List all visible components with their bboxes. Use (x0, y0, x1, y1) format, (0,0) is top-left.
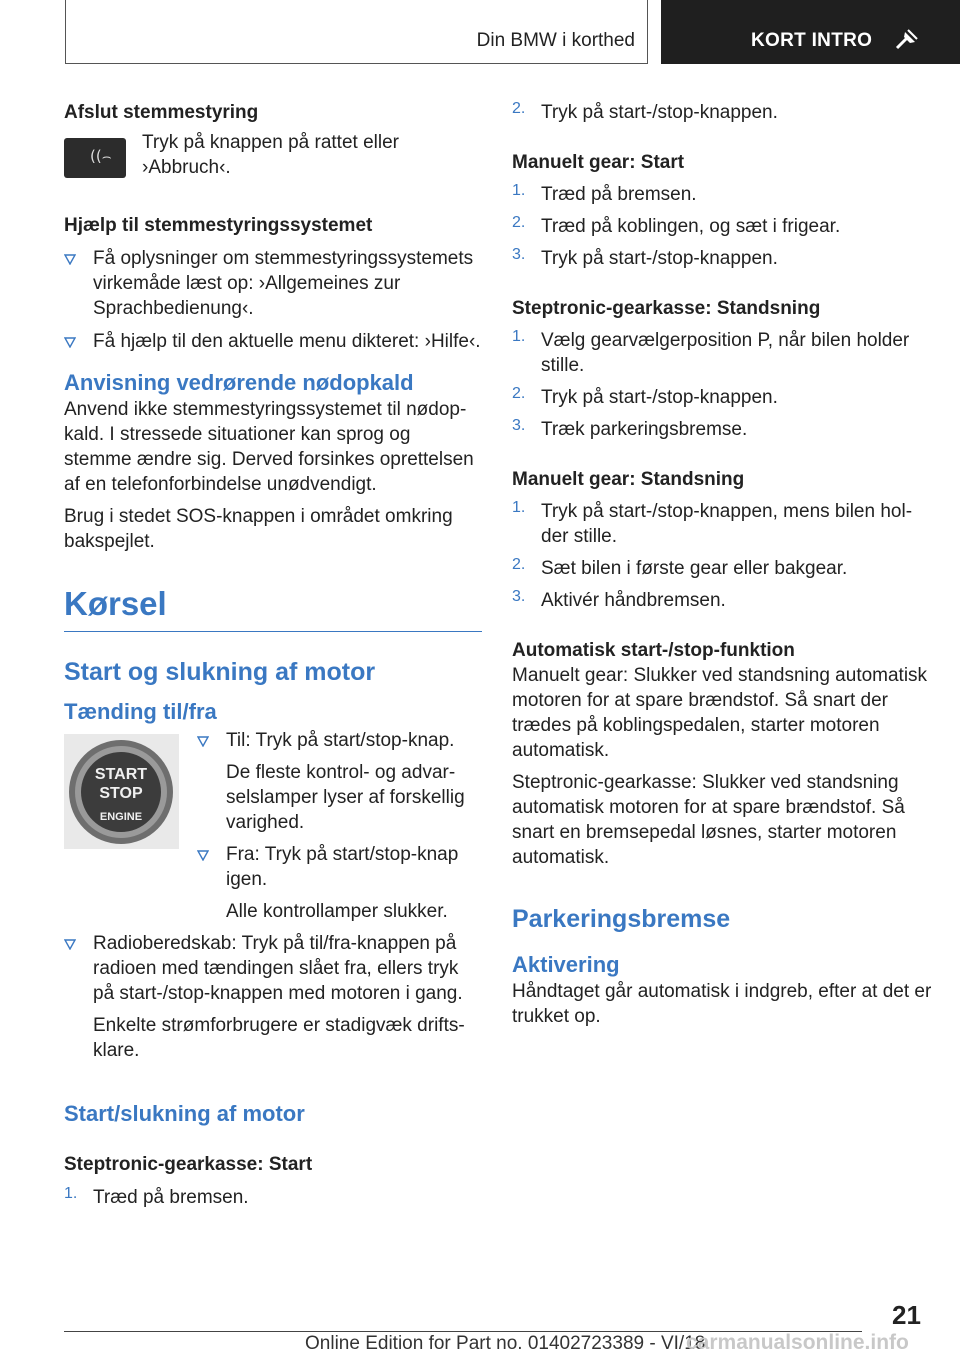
list-item (512, 214, 932, 239)
step-number: 2. (512, 100, 526, 117)
list-item (512, 556, 932, 581)
triangle-bullet-icon (197, 736, 209, 747)
step-number: 1. (512, 499, 526, 516)
aktivering-text: Håndtaget går automatisk i indgreb, efter at det er trukket op. (512, 981, 932, 1027)
aktivering-heading: Aktivering (512, 952, 620, 977)
list-item (512, 417, 932, 442)
step-text: Sæt bilen i første gear eller bakgear. (541, 558, 848, 579)
chapter-rule (64, 631, 482, 632)
header-tab-label: KORT INTRO (751, 30, 873, 51)
step-number: 3. (512, 417, 526, 434)
step-text: Træd på koblingen, og sæt i frigear. (541, 216, 841, 237)
page-number: 21 (892, 1300, 921, 1330)
parkering-heading: Parkeringsbremse (512, 905, 731, 933)
pointer-icon (893, 28, 919, 52)
list-item (512, 588, 932, 613)
stept-stand-list (512, 328, 932, 442)
step-number: 1. (64, 1185, 78, 1202)
manuelt-stand-heading: Manuelt gear: Standsning (512, 469, 745, 490)
header-section-title: Din BMW i korthed (476, 30, 635, 51)
nodopkald-text-2: Brug i stedet SOS-knappen i området omkring bakspejlet. (64, 506, 453, 552)
afslut-heading: Afslut stemmestyring (64, 102, 259, 123)
stop-label: STOP (99, 785, 143, 802)
start-heading: Start og slukning af motor (64, 658, 376, 686)
triangle-bullet-icon (64, 337, 76, 348)
afslut-row (64, 132, 482, 180)
list-item (512, 328, 932, 378)
step-text: Træd på bremsen. (93, 1187, 249, 1208)
list-item (64, 931, 482, 1063)
taending-row (64, 730, 482, 924)
taending-list-top (197, 728, 482, 924)
voice-button-image (64, 138, 126, 178)
taending-bullet-sub: Alle kontrollamper slukker. (226, 901, 448, 922)
step-text: Træd på bremsen. (541, 184, 697, 205)
auto-heading: Automatisk start-/stop-funktion (512, 640, 795, 661)
header-section-box (65, 0, 648, 64)
step-text: Træk parkeringsbremse. (541, 419, 748, 440)
list-item (64, 329, 482, 354)
watermark: carmanualsonline.info (686, 1331, 909, 1354)
taending-bullet-text: Fra: Tryk på start/stop-knap igen. (226, 844, 459, 890)
auto-text-2: Steptronic-gearkasse: Slukker ved standsning automatisk motoren for at spare brændstof. Så snart en bremsepedal løsnes, starter motoren automatisk. (512, 772, 905, 868)
manuelt-start-heading: Manuelt gear: Start (512, 152, 685, 173)
list-item (64, 1185, 482, 1210)
hjaelp-heading: Hjælp til stemmestyringssystemet (64, 215, 373, 236)
start-label: START (94, 766, 148, 783)
step-number: 2. (512, 214, 526, 231)
taending-bullet-text: Radioberedskab: Tryk på til/fra-knappen på radioen med tændingen slået fra, ellers tryk på start-/stop-knappen med motoren i gang. (93, 933, 463, 1004)
taending-bullet-text: Til: Tryk på start/stop-knap. (226, 730, 455, 751)
stept-stand-heading: Steptronic-gearkasse: Standsning (512, 298, 821, 319)
step-text: Tryk på start-/stop-knappen, mens bilen holder stille. (541, 501, 913, 547)
hjaelp-bullet-text: Få hjælp til den aktuelle menu dikteret: ›Hilfe‹. (93, 331, 481, 352)
chapter-title-korsel: Kørsel (64, 585, 167, 622)
triangle-bullet-icon (197, 850, 209, 861)
step-text: Tryk på start-/stop-knappen. (541, 102, 778, 123)
hjaelp-bullet-list (64, 246, 482, 354)
taending-bullet-sub: Enkelte strømforbrugere er stadigvæk driftsklare. (93, 1015, 465, 1061)
start-stop-button-image (64, 734, 179, 849)
triangle-bullet-icon (64, 254, 76, 265)
step-number: 1. (512, 182, 526, 199)
step-text: Vælg gearvælgerposition P, når bilen holder stille. (541, 330, 910, 376)
manuelt-start-list (512, 182, 932, 271)
step-text: Tryk på start-/stop-knappen. (541, 248, 778, 269)
left-column (64, 100, 482, 1210)
list-item (64, 246, 482, 321)
engine-label: ENGINE (99, 811, 143, 823)
nodopkald-heading: Anvisning vedrørende nødopkald (64, 370, 414, 395)
list-item (512, 499, 932, 549)
voice-icon: ((⌢ (90, 147, 112, 165)
auto-text: Manuelt gear: Slukker ved standsning automatisk motoren for at spare brændstof. Så snart der trædes på koblingspedalen, starter motoren automatisk. (512, 665, 928, 761)
list-item (512, 182, 932, 207)
afslut-text: Tryk på knappen på rattet eller ›Abbruch‹. (142, 132, 399, 178)
list-item (512, 246, 932, 271)
step-number: 3. (512, 246, 526, 263)
hjaelp-bullet-text: Få oplysninger om stemmestyringssystemets virkemåde læst op: ›Allgemeines zur Sprachbedienung‹. (93, 248, 474, 319)
nodopkald-text: Anvend ikke stemmestyringssystemet til nødopkald. I stressede situationer kan sprog og stemme ændre sig. Derved forsinkes oprettelsen af en telefonforbindelse unødvendigt. (64, 399, 474, 495)
step-number: 1. (512, 328, 526, 345)
list-item (512, 100, 932, 125)
triangle-bullet-icon (64, 939, 76, 950)
step-number: 3. (512, 588, 526, 605)
header-tab[interactable] (661, 0, 960, 64)
step-number: 2. (512, 385, 526, 402)
stept-start-heading: Steptronic-gearkasse: Start (64, 1154, 313, 1175)
step-text: Aktivér håndbremsen. (541, 590, 726, 611)
startslukning-heading: Start/slukning af motor (64, 1101, 305, 1126)
list-item (197, 728, 482, 835)
taending-bullet-sub: De fleste kontrol- og advarselslamper lyser af forskellig varighed. (226, 762, 465, 833)
manuelt-stand-list (512, 499, 932, 613)
step-number: 2. (512, 556, 526, 573)
step-text: Tryk på start-/stop-knappen. (541, 387, 778, 408)
list-item (197, 842, 482, 924)
footer-edition: Online Edition for Part no. 01402723389 - VI/18 (305, 1333, 706, 1354)
taending-heading: Tænding til/fra (64, 699, 217, 724)
right-column (512, 100, 932, 1029)
list-item (512, 385, 932, 410)
